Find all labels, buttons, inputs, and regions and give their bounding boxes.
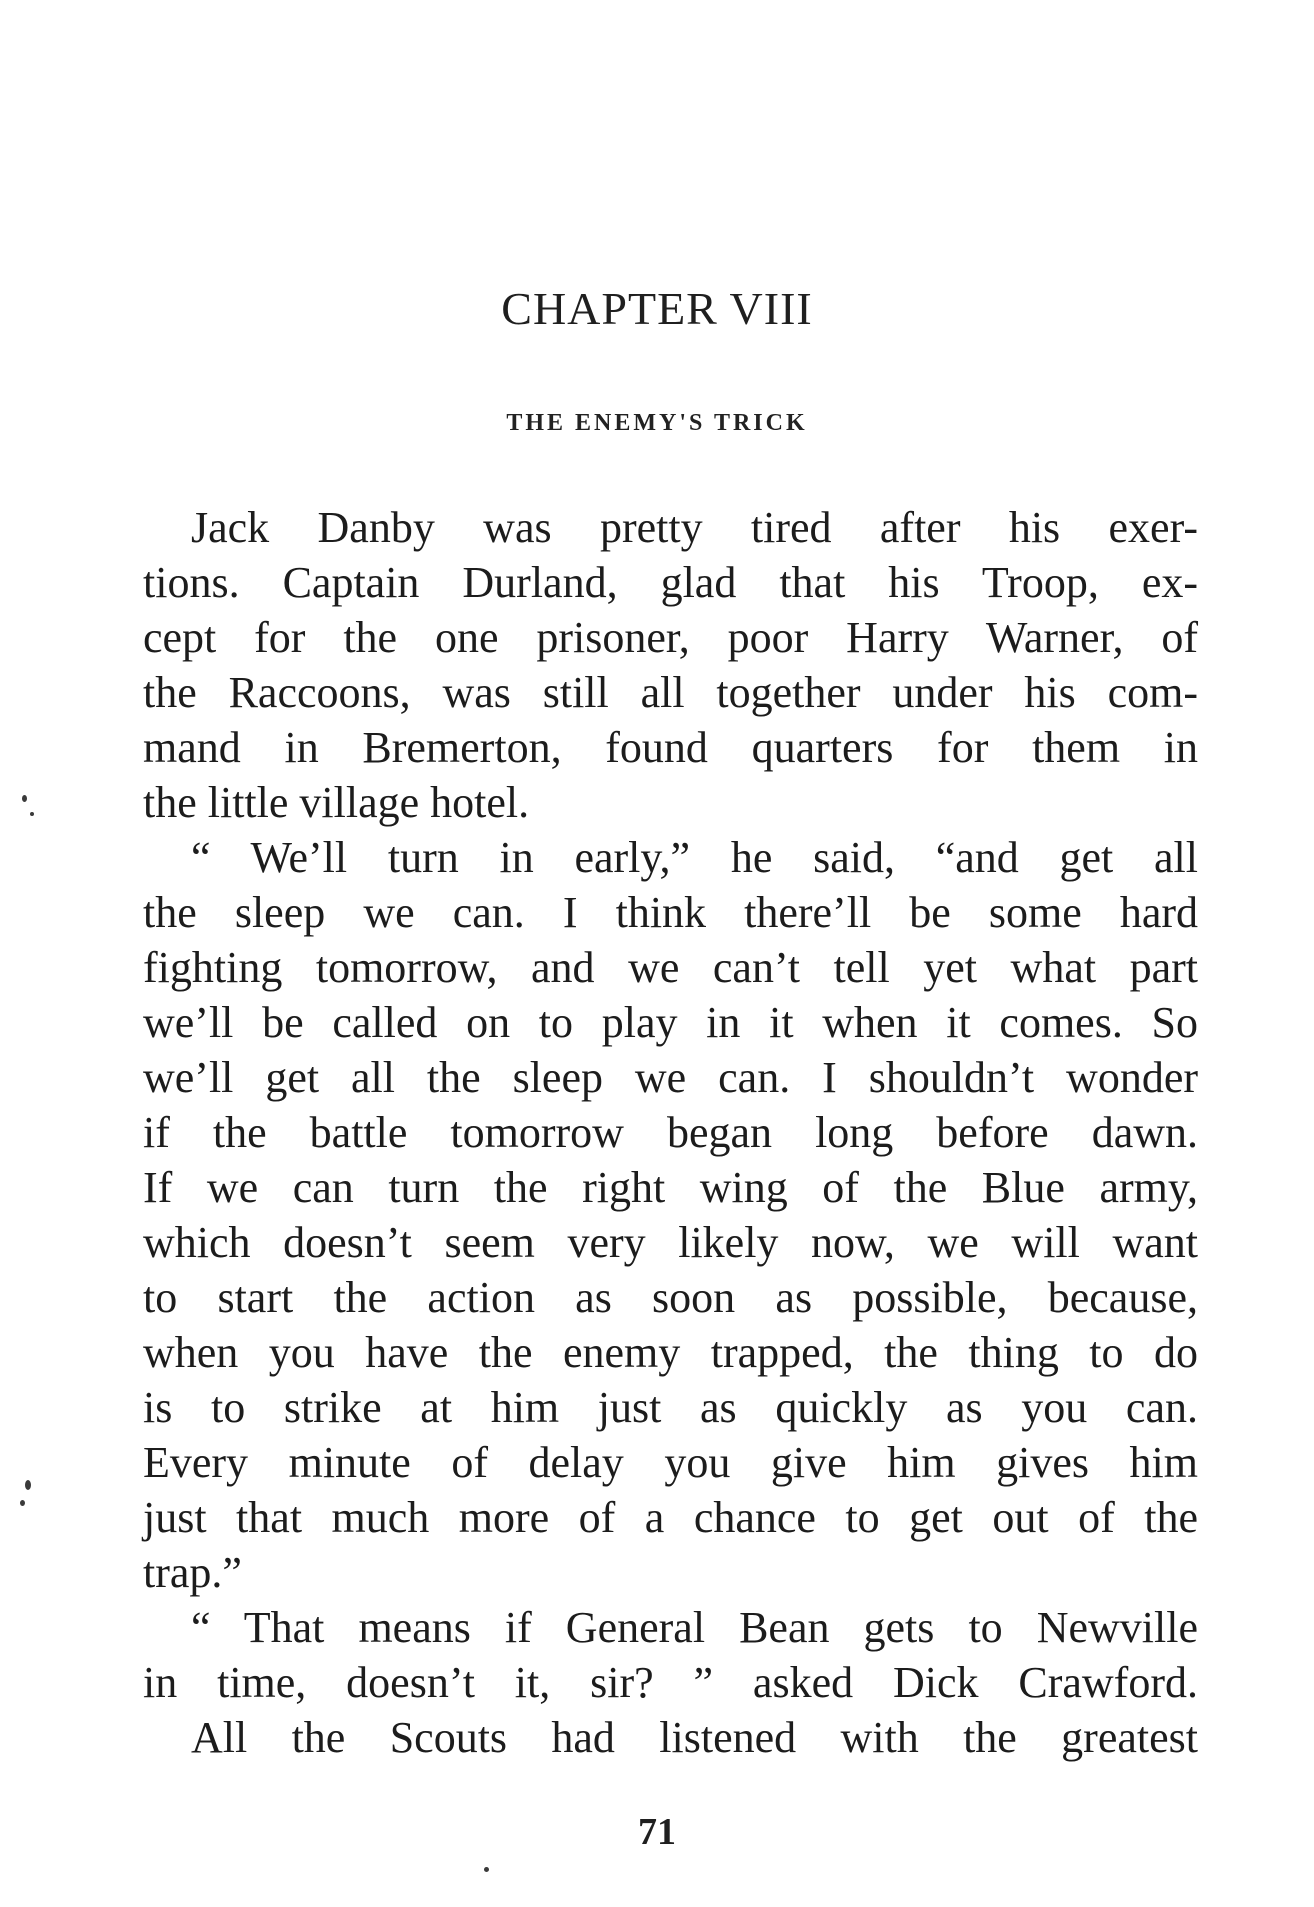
text-line: which doesn’t seem very likely now, we will want	[143, 1218, 1198, 1267]
text-line: Every minute of delay you give him gives him	[143, 1438, 1198, 1487]
text-line: is to strike at him just as quickly as you can.	[143, 1383, 1198, 1432]
scan-speck	[30, 812, 34, 816]
text-line: trap.”	[143, 1548, 242, 1597]
scan-speck	[22, 795, 27, 802]
text-line: Jack Danby was pretty tired after his exer-	[191, 503, 1198, 552]
text-line: we’ll get all the sleep we can. I shouldn’t wonder	[143, 1053, 1198, 1102]
text-line: “ That means if General Bean gets to Newville	[191, 1603, 1198, 1652]
text-line: cept for the one prisoner, poor Harry Warner, of	[143, 613, 1198, 662]
text-line: the Raccoons, was still all together under his com-	[143, 668, 1198, 717]
chapter-heading: CHAPTER VIII	[501, 283, 813, 334]
text-line: when you have the enemy trapped, the thing to do	[143, 1328, 1198, 1377]
body-text	[143, 500, 1198, 1765]
text-line: If we can turn the right wing of the Blue army,	[143, 1163, 1198, 1212]
text-line: “ We’ll turn in early,” he said, “and get all	[191, 833, 1198, 882]
chapter-subtitle: THE ENEMY'S TRICK	[506, 410, 808, 436]
text-line: All the Scouts had listened with the greatest	[191, 1713, 1198, 1762]
text-line: the sleep we can. I think there’ll be some hard	[143, 888, 1198, 937]
text-line: to start the action as soon as possible, because,	[143, 1273, 1198, 1322]
text-line: we’ll be called on to play in it when it comes. So	[143, 998, 1198, 1047]
text-line: in time, doesn’t it, sir? ” asked Dick Crawford.	[143, 1658, 1198, 1707]
text-line: mand in Bremerton, found quarters for them in	[143, 723, 1198, 772]
text-line: just that much more of a chance to get out of the	[143, 1493, 1198, 1542]
text-line: the little village hotel.	[143, 778, 530, 827]
scan-speck	[20, 1500, 25, 1506]
text-line: if the battle tomorrow began long before dawn.	[143, 1108, 1198, 1157]
scan-speck	[25, 1480, 31, 1490]
page-number: 71	[638, 1811, 676, 1853]
text-line: fighting tomorrow, and we can’t tell yet what part	[143, 943, 1198, 992]
text-line: tions. Captain Durland, glad that his Troop, ex-	[143, 558, 1198, 607]
scan-speck	[484, 1867, 489, 1872]
